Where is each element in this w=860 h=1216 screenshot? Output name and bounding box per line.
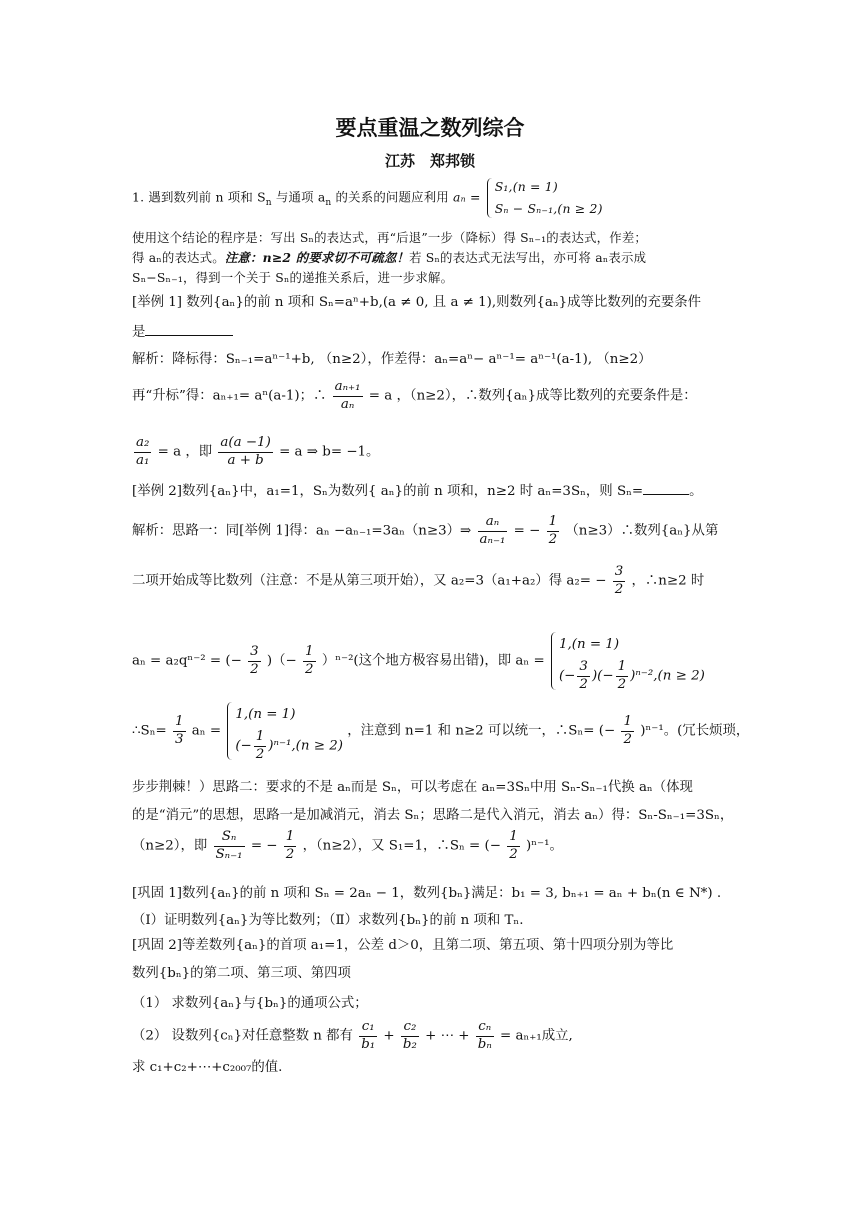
fraction: $\frac{1}{2}$ (509, 829, 518, 862)
fraction: $\frac{\text{aₙ₊₁}}{\text{aₙ}}$ (334, 379, 361, 412)
point1-intro: 1. 遇到数列前 n 项和 $S_n$ 与通项 $a_n$ 的关系的问题应利用 aₙ = S₁,(n = 1) Sₙ − Sₙ₋₁,(n ≥ 2) (132, 176, 732, 220)
cases-formula: S₁,(n = 1) Sₙ − Sₙ₋₁,(n ≥ 2) (485, 176, 603, 220)
example2-solution-4: ∴Sₙ= $\frac{1}{3}$ aₙ = 1,(n = 1) (− $\frac{1}{2}$ )ⁿ⁻¹,(n ≥ 2) ，注意到 n=1 和 n≥2 可以统一，∴Sₙ= (− $\frac{1}{2}$ )ⁿ⁻¹。(冗长烦琐， (132, 700, 732, 762)
fraction: $\frac{1}{2}$ (285, 829, 295, 862)
fraction: $\frac{\text{cₙ}}{\text{bₙ}}$ (477, 1019, 492, 1052)
fraction: $\frac{\text{Sₙ}}{\text{Sₙ₋₁}}$ (215, 829, 243, 862)
author: 江苏 郑邦锁 (384, 152, 475, 170)
fraction: $\frac{\text{a₂}}{\text{a₁}}$ (136, 435, 150, 468)
point1-p3: Sₙ−Sₙ₋₁，得到一个关于 Sₙ的递推关系后，进一步求解。 (132, 270, 454, 285)
example2-question: [举例 2]数列{aₙ}中，a₁=1，Sₙ为数列{ aₙ}的前 n 项和，n≥2 时 aₙ=3Sₙ，则 Sₙ= 。 (132, 480, 732, 502)
fraction: $\frac{\text{aₙ}}{\text{aₙ₋₁}}$ (479, 514, 506, 547)
consolidation2-question-cont: 数列{bₙ}的第二项、第三项、第四项 (132, 966, 351, 981)
fraction: $\frac{\text{c₁}}{\text{b₁}}$ (361, 1019, 376, 1052)
fraction: $\frac{1}{2}$ (623, 714, 632, 747)
example2-solution-6: 的是“消元”的思想，思路一是加减消元，消去 Sₙ；思路二是代入消元，消去 aₙ）得：Sₙ-Sₙ₋₁=3Sₙ， (132, 808, 734, 823)
cases-formula: 1,(n = 1) (− $\frac{1}{2}$ )ⁿ⁻¹,(n ≥ 2) (225, 700, 343, 762)
consolidation2-part1: （1） 求数列{aₙ}与{bₙ}的通项公式； (132, 996, 368, 1011)
example1-solution-1: 解析：降标得：Sₙ₋₁=aⁿ⁻¹+b, （n≥2），作差得：aₙ=aⁿ− aⁿ⁻¹= aⁿ⁻¹(a-1), （n≥2） (132, 352, 652, 367)
example1-question-end: 是 (132, 321, 732, 343)
example1-solution-3: $\frac{\text{a₂}}{\text{a₁}}$ = a ，即 $\frac{a(a -1)}{a + b}$ = a ⇒ b= −1。 (136, 435, 380, 468)
consolidation2-part2: （2） 设数列{cₙ}对任意整数 n 都有 $\frac{\text{c₁}}{\text{b₁}}$ + $\frac{\text{c₂}}{\text{b₂}}$ + ⋯ + $\frac{\text{cₙ}}{\text{bₙ}}$ = aₙ₊₁成立, (132, 1019, 573, 1052)
consolidation2-final: 求 c₁+c₂+⋯+c₂₀₀₇的值. (132, 1060, 283, 1075)
consolidation1-question: [巩固 1]数列{aₙ}的前 n 项和 Sₙ = 2aₙ − 1，数列{bₙ}满足：b₁ = 3, bₙ₊₁ = aₙ + bₙ(n ∈ N*) . (132, 886, 722, 901)
example2-solution-7: （n≥2），即 $\frac{\text{Sₙ}}{\text{Sₙ₋₁}}$ = − $\frac{1}{2}$ ，（n≥2），又 S₁=1，∴Sₙ = (− $\frac{1}{2}$ )ⁿ⁻¹。 (132, 829, 563, 862)
example2-solution-5: 步步荆棘！）思路二：要求的不是 aₙ而是 Sₙ，可以考虑在 aₙ=3Sₙ中用 Sₙ-Sₙ₋₁代换 aₙ（体现 (132, 780, 693, 795)
cases-formula: 1,(n = 1) (− $\frac{3}{2}$ )(− $\frac{1}{2}$ )ⁿ⁻²,(n ≥ 2) (549, 630, 705, 692)
example1-solution-2: 再“升标”得：aₙ₊₁= aⁿ(a-1)；∴ $\frac{\text{aₙ₊₁}}{\text{aₙ}}$ = a ，（n≥2），∴数列{aₙ}成等比数列的充要条件是： (132, 379, 697, 412)
fraction: $\frac{3}{2}$ (250, 644, 259, 677)
note-warning: 注意：n≥2 的要求切不可疏忽！ (224, 250, 410, 265)
example2-solution-1: 解析：思路一：同[举例 1]得：aₙ −aₙ₋₁=3aₙ（n≥3）⇒ $\frac{\text{aₙ}}{\text{aₙ₋₁}}$ = − $\frac{1}{2}$ （n≥3）∴数列{aₙ}从第 (132, 514, 719, 547)
point1-p2: 得 aₙ的表达式。注意：n≥2 的要求切不可疏忽！若 Sₙ的表达式无法写出，亦可将 aₙ表示成 (132, 250, 647, 265)
consolidation1-parts: （Ⅰ）证明数列{aₙ}为等比数列；（Ⅱ）求数列{bₙ}的前 n 项和 Tₙ. (132, 913, 524, 928)
page-title: 要点重温之数列综合 (335, 116, 525, 140)
fraction: $\frac{\text{c₂}}{\text{b₂}}$ (402, 1019, 417, 1052)
example1-question: [举例 1] 数列{aₙ}的前 n 项和 Sₙ=aⁿ+b,(a ≠ 0, 且 a ≠ 1),则数列{aₙ}成等比数列的充要条件 (132, 295, 702, 310)
fraction: $\frac{1}{3}$ (174, 714, 184, 747)
point1-p1: 使用这个结论的程序是：写出 Sₙ的表达式，再“后退”一步（降标）得 Sₙ₋₁的表达式，作差； (132, 230, 648, 245)
fraction: $\frac{1}{2}$ (305, 644, 314, 677)
fraction: $\frac{1}{2}$ (548, 514, 558, 547)
fraction: $\frac{a(a -1)}{a + b}$ (220, 435, 271, 468)
answer-blank (145, 321, 233, 336)
example2-solution-3: aₙ = a₂qⁿ⁻² = (− $\frac{3}{2}$ )（− $\frac{1}{2}$ ）ⁿ⁻²(这个地方极容易出错)，即 aₙ = 1,(n = 1) (− $\frac{3}{2}$ )(− $\frac{1}{2}$ )ⁿ⁻²,(n ≥ 2) (132, 630, 732, 692)
example2-solution-2: 二项开始成等比数列（注意：不是从第三项开始），又 a₂=3（a₁+a₂）得 a₂= − $\frac{3}{2}$ ，∴n≥2 时 (132, 564, 705, 597)
fraction: $\frac{3}{2}$ (614, 564, 624, 597)
answer-blank (643, 480, 689, 495)
consolidation2-question: [巩固 2]等差数列{aₙ}的首项 a₁=1，公差 d＞0，且第二项、第五项、第十四项分别为等比 (132, 938, 674, 953)
